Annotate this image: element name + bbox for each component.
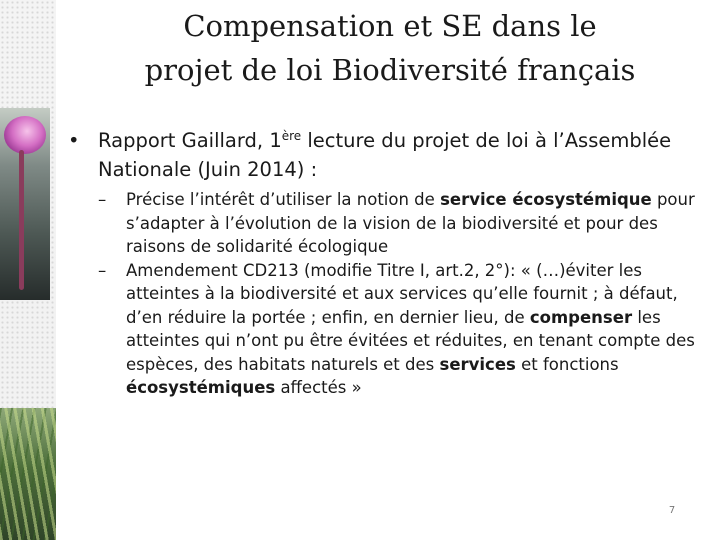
- slide-content: [68, 126, 708, 400]
- sub2-bold-2: services: [439, 354, 516, 374]
- title-line-1: Compensation et SE dans le: [183, 9, 597, 43]
- flower-stem-image: [19, 150, 24, 290]
- sub1-bold-1: service écosystémique: [440, 190, 652, 209]
- slide-title: [80, 4, 700, 92]
- dash-marker: –: [98, 190, 107, 209]
- sub1-text-1: Précise l’intérêt d’utiliser la notion de: [126, 190, 441, 209]
- bullet1-text-post: lecture du projet de loi à l’Assemblée Nationale (Juin 2014) :: [98, 129, 672, 181]
- sub2-text-4: affectés »: [275, 378, 362, 397]
- bullet-rapport-gaillard: [68, 126, 708, 184]
- sub2-text-3: et fonctions: [515, 354, 619, 374]
- bullet-marker: •: [68, 129, 80, 152]
- title-line-2: projet de loi Biodiversité français: [144, 53, 636, 87]
- bullet1-superscript: ère: [281, 129, 302, 143]
- sub1-text-2: pour s’adapter à l’évolution de la vision de la biodiversité et pour des raisons de solidarité écologique: [126, 190, 695, 256]
- subbullet-service-ecosystemique: [68, 188, 708, 259]
- bullet1-text-pre: Rapport Gaillard, 1: [98, 129, 282, 152]
- page-number: 7: [668, 505, 676, 516]
- sub2-text-2: les atteintes qui n’ont pu être évitées et réduites, en tenant compte des espèces, des habitats naturels et des: [126, 307, 695, 374]
- sub2-bold-1: compenser: [529, 307, 633, 327]
- dash-marker: –: [98, 260, 107, 280]
- sub2-bold-3: écosystémiques: [126, 378, 276, 397]
- decorative-side-strip: [0, 0, 56, 540]
- sub2-text-1: Amendement CD213 (modifie Titre I, art.2, 2°): « (…)éviter les atteintes à la biodiversité et aux services qu’elle fournit ; à défaut, d’en réduire la portée ; enfin, en dernier lieu, de: [126, 260, 678, 327]
- pink-flower-image: [4, 116, 46, 154]
- subbullet-amendement: [68, 259, 708, 400]
- leaves-texture: [0, 408, 56, 540]
